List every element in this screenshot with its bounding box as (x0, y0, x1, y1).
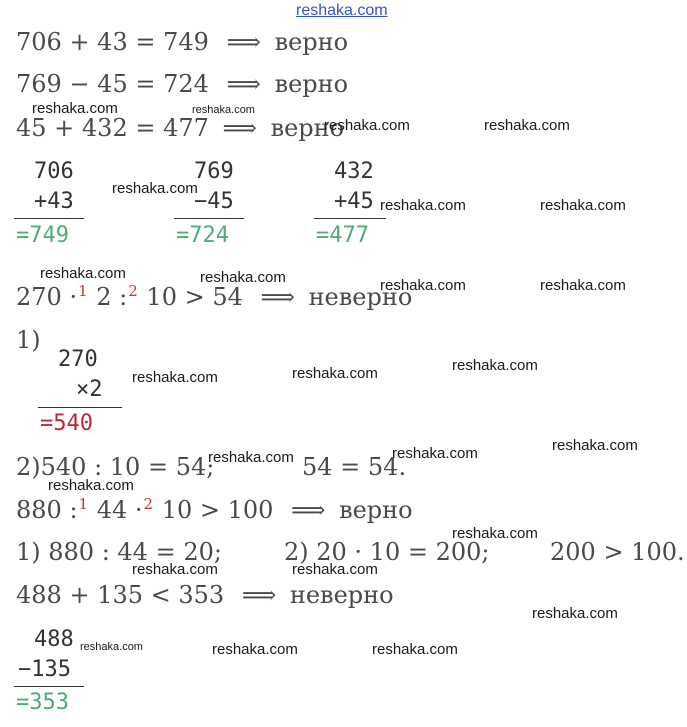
watermark: reshaka.com (132, 369, 218, 386)
verdict-text: неверно (308, 283, 413, 311)
column-3-result: =477 (316, 223, 369, 248)
column-3-operand: +45 (334, 189, 374, 214)
step-2-check: 54 = 54. (302, 453, 407, 481)
equation-part: 10 > 54 (138, 283, 243, 311)
implies-arrow: ⟹ (291, 496, 326, 524)
implies-arrow: ⟹ (260, 283, 295, 311)
equation-text: 706 + 43 = 749 (16, 28, 209, 56)
equation-line-4 (16, 283, 412, 314)
watermark: reshaka.com (292, 561, 378, 578)
verdict-text: неверно (289, 581, 394, 609)
watermark: reshaka.com (452, 525, 538, 542)
equation-part: 270 · (16, 283, 78, 311)
column-4-rule (38, 407, 122, 408)
watermark: reshaka.com (212, 641, 298, 658)
watermark: reshaka.com (208, 449, 294, 466)
column-2-result: =724 (176, 223, 229, 248)
column-2-operand: −45 (194, 189, 234, 214)
equation-part: 10 > 100 (154, 496, 274, 524)
order-mark-1: 1 (78, 282, 88, 300)
column-5-top: 488 (34, 627, 74, 652)
verdict-text: верно (270, 114, 345, 142)
equation-line-2 (16, 70, 348, 98)
watermark: reshaka.com (452, 357, 538, 374)
watermark: reshaka.com (540, 277, 626, 294)
equation-line-1 (16, 28, 348, 56)
site-link-top[interactable]: reshaka.com (296, 2, 388, 19)
watermark: reshaka.com (40, 265, 126, 282)
step-calc-2: 2) 20 · 10 = 200; (284, 538, 490, 566)
column-5-result: =353 (16, 690, 69, 715)
column-3-top: 432 (334, 159, 374, 184)
watermark: reshaka.com (324, 117, 410, 134)
watermark: reshaka.com (112, 180, 198, 197)
column-1-operand: +43 (34, 189, 74, 214)
column-2-rule (174, 218, 244, 219)
column-1-rule (14, 218, 84, 219)
implies-arrow: ⟹ (226, 70, 261, 98)
column-1-result: =749 (16, 223, 69, 248)
verdict-text: верно (339, 496, 413, 524)
column-4-operand: ×2 (76, 377, 103, 402)
watermark: reshaka.com (132, 561, 218, 578)
step-2-calc: 2)540 : 10 = 54; (16, 453, 215, 481)
column-1-top: 706 (34, 159, 74, 184)
implies-arrow: ⟹ (222, 114, 257, 142)
watermark: reshaka.com (292, 365, 378, 382)
equation-part: 880 : (16, 496, 78, 524)
watermark: reshaka.com (532, 605, 618, 622)
step-calc-1: 1) 880 : 44 = 20; (16, 538, 222, 566)
column-4-top: 270 (58, 347, 98, 372)
watermark: reshaka.com (200, 269, 286, 286)
watermark: reshaka.com (552, 437, 638, 454)
equation-part: 44 · (89, 496, 143, 524)
watermark: reshaka.com (484, 117, 570, 134)
equation-text: 488 + 135 < 353 (16, 581, 225, 609)
equation-text: 45 + 432 = 477 (16, 114, 209, 142)
order-mark-2: 2 (128, 282, 138, 300)
implies-arrow: ⟹ (241, 581, 277, 609)
column-4-result: =540 (40, 411, 93, 436)
column-2-top: 769 (194, 159, 234, 184)
watermark: reshaka.com (380, 277, 466, 294)
implies-arrow: ⟹ (226, 28, 261, 56)
watermark: reshaka.com (380, 197, 466, 214)
step-compare: 200 > 100. (550, 538, 685, 566)
watermark: reshaka.com (392, 445, 478, 462)
watermark: reshaka.com (48, 477, 134, 494)
step-1-label: 1) (16, 326, 41, 354)
equation-part: 2 : (88, 283, 128, 311)
column-5-rule (14, 686, 84, 687)
column-3-rule (314, 218, 386, 219)
order-mark-1: 1 (78, 495, 89, 513)
watermark: reshaka.com (540, 197, 626, 214)
watermark: reshaka.com (192, 104, 255, 116)
equation-line-7 (16, 581, 394, 609)
equation-line-5 (16, 496, 413, 527)
equation-line-3 (16, 114, 344, 142)
watermark: reshaka.com (372, 641, 458, 658)
verdict-text: верно (274, 70, 349, 98)
watermark: reshaka.com (80, 641, 143, 653)
verdict-text: верно (274, 28, 349, 56)
order-mark-2: 2 (143, 495, 154, 513)
watermark: reshaka.com (32, 100, 118, 117)
column-5-operand: −135 (18, 657, 71, 682)
equation-text: 769 − 45 = 724 (16, 70, 209, 98)
